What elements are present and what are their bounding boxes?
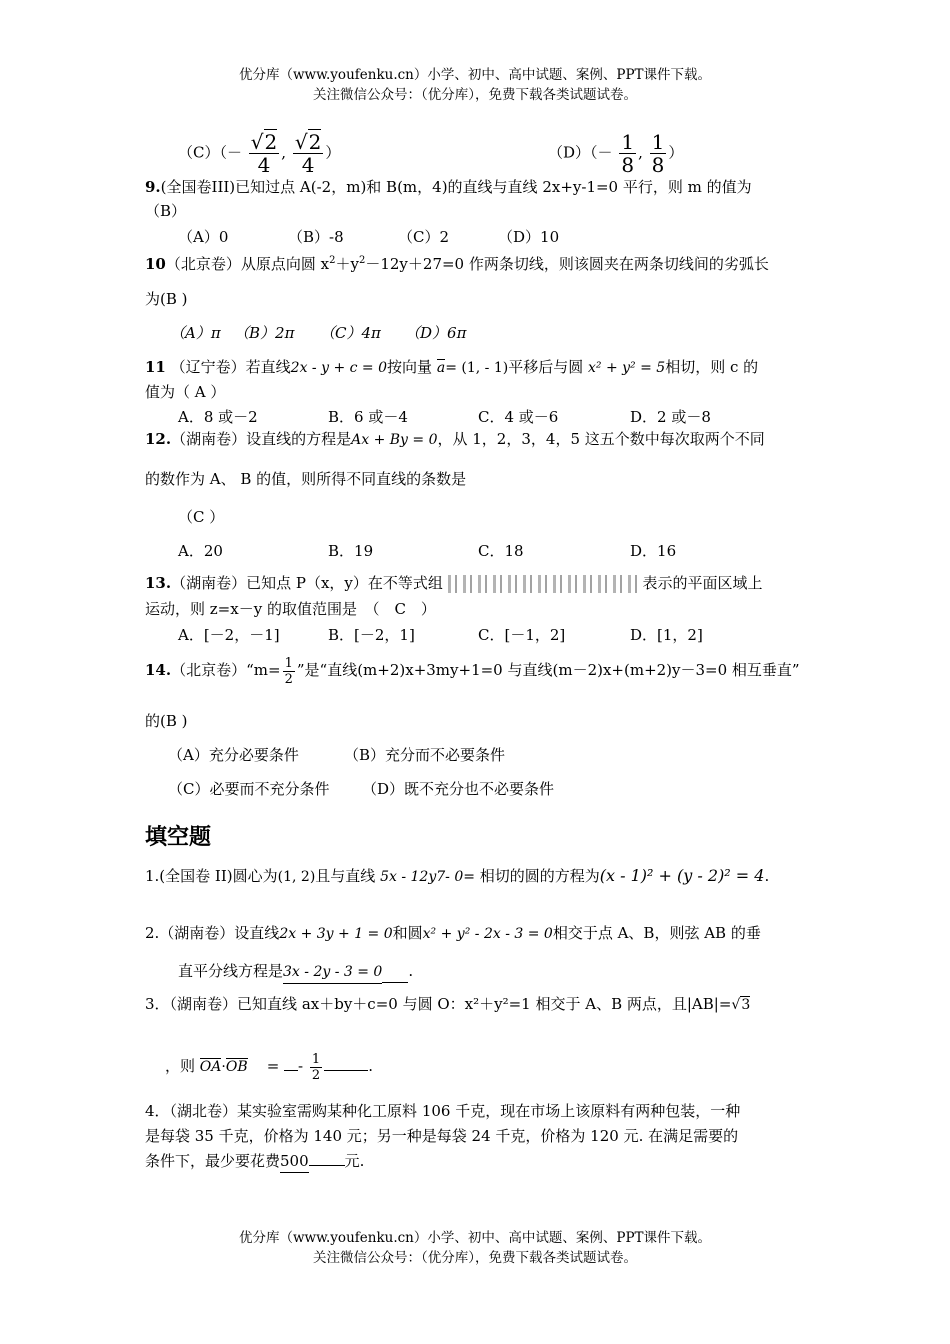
q8-d-open: （－: [590, 143, 613, 162]
q11-text-c: 平移后与圆: [508, 358, 584, 376]
q14-text-a: （北京卷）“m=: [171, 661, 281, 679]
q10-number: 10: [145, 255, 166, 273]
q14-option-c: （C）必要而不充分条件: [168, 780, 330, 798]
f1-text-b: 且与直线: [315, 867, 376, 885]
f2-text-b: 和圆: [392, 924, 423, 942]
f1-text-c: 相切的圆的方程为: [479, 867, 600, 885]
q12-option-c: C．18: [478, 542, 524, 560]
q11-text-d: 相切，则 c 的: [665, 358, 759, 376]
fill-4-line1: 4．（湖北卷）某实验室需购某种化工原料 106 千克，现在市场上该原料有两种包装，一种: [145, 1102, 741, 1120]
f1-text-a: 1.(全国卷 II)圆心为: [145, 867, 278, 885]
q14-fraction: [283, 657, 295, 686]
q13-option-b: B．[－2，1]: [328, 626, 415, 644]
f3-equals: =: [266, 1057, 280, 1075]
q9-option-b: （B）-8: [288, 228, 344, 246]
q8-d-frac2-den: 8: [651, 153, 665, 177]
q9-answer: （B）: [145, 202, 187, 220]
q8-c-frac2-den: 4: [301, 153, 315, 177]
q8-c-frac1: $\frac{√2}{4}$: [250, 130, 278, 177]
f2-blank: [382, 960, 408, 983]
q10-text-b: ＋y: [335, 255, 359, 273]
f3-text: 3．（湖南卷）已知直线 ax＋by＋c=0 与圆 O：x²＋y²=1 相交于 A、B 两点，且|AB|=: [145, 995, 732, 1013]
f3-sqrt: 3: [741, 997, 751, 1013]
q14-option-d: （D）既不充分也不必要条件: [362, 780, 555, 798]
f1-answer: (x - 1)² + (y - 2)² = 4: [599, 866, 765, 885]
q14-option-a: （A）充分必要条件: [168, 746, 299, 764]
f2-answer: 3x - 2y - 3 = 0: [283, 961, 382, 984]
q12-option-a: A．20: [178, 542, 223, 560]
q9-stem: [145, 176, 752, 198]
fill-3-line2: [165, 1044, 373, 1089]
footer-line-1: 优分库（www.youfenku.cn）小学、初中、高中试题、案例、PPT课件下载。: [238, 1230, 712, 1246]
q13-stem: [145, 572, 762, 594]
q8-c-frac1-num: 2: [264, 130, 278, 154]
q11-circle-eq: x² + y² = 5: [587, 360, 666, 376]
f2-text-a: 2.（湖南卷）设直线: [145, 924, 280, 942]
f2-line2-text: 直平分线方程是: [178, 962, 284, 980]
q9-text: (全国卷III)已知过点 A(-2，m)和 B(m，4)的直线与直线 2x+y-1=0 平行，则 m 的值为: [160, 178, 752, 196]
q10-option-a: （A）π: [170, 324, 221, 342]
q11-text-b: 按向量: [387, 358, 433, 376]
header-line-2: 关注微信公众号：（优分库），免费下载各类试题试卷。: [313, 87, 637, 103]
q9-option-c: （C）2: [398, 228, 450, 246]
f2-circle-eq: x² + y² - 2x - 3 = 0: [422, 926, 553, 942]
fill-3: 3．（湖南卷）已知直线 ax＋by＋c=0 与圆 O：x²＋y²=1 相交于 A、B 两点，且|AB|=√3: [145, 995, 751, 1013]
f3-end: .: [368, 1057, 373, 1075]
f2-text-c: 相交于点 A、B，则弦 AB 的垂: [552, 924, 761, 942]
q14-frac-den: 2: [284, 671, 293, 687]
q12-answer: （C ）: [178, 508, 225, 526]
q14-number: 14.: [145, 661, 172, 679]
q10-sup-1: 2: [329, 255, 336, 266]
section-title: 填空题: [145, 825, 212, 850]
q8-c-close: ）: [325, 143, 341, 162]
q8-c-comma: ,: [281, 143, 287, 162]
f4-answer: 500: [280, 1150, 309, 1173]
f3-fraction: [310, 1053, 322, 1082]
q13-option-c: C．[－1，2]: [478, 626, 566, 644]
f3-line2-text: ，则: [165, 1057, 196, 1075]
q10-stem: [145, 250, 769, 275]
f4-line3-text: 条件下，最少要花费: [145, 1152, 281, 1170]
f3-frac-den: 2: [311, 1067, 321, 1083]
q11-vector: a: [436, 360, 446, 376]
q9-option-d: （D）10: [498, 228, 560, 246]
f3-blank-1: [284, 1070, 298, 1071]
q8-d-close: ）: [668, 143, 684, 162]
q10-sup-2: 2: [358, 255, 366, 266]
q14-text-b: ”是“直线(m+2)x+3my+1=0 与直线(m－2)x+(m+2)y－3=0 相互垂直”: [296, 661, 800, 679]
q11-text-a: （辽宁卷）若直线: [170, 358, 291, 376]
q13-line2: 运动，则 z=x－y 的取值范围是 （ C ）: [145, 600, 436, 618]
q14-frac-num: 1: [284, 655, 293, 671]
q12-option-b: B．19: [328, 542, 374, 560]
q11-answer: 值为（ A ）: [145, 383, 226, 401]
q8-d-frac2: [650, 132, 667, 175]
f3-dot: ·: [221, 1059, 226, 1075]
q8-d-frac1-den: 8: [621, 153, 635, 177]
q12-stem: [145, 428, 765, 451]
q8-option-c: [178, 132, 340, 175]
q8-c-open: （－: [219, 143, 242, 162]
f1-center: (1, 2): [277, 869, 316, 885]
q11-option-c: C．4 或－6: [478, 408, 559, 426]
q11-number: 11: [145, 358, 166, 376]
header-line-1: 优分库（www.youfenku.cn）小学、初中、高中试题、案例、PPT课件下载。: [238, 67, 712, 83]
fill-2: [145, 922, 761, 945]
q10-option-b: （B）2π: [234, 324, 295, 342]
f2-line-eq: 2x + 3y + 1 = 0: [279, 926, 393, 942]
q11-vector-value: = (1, - 1): [445, 360, 509, 376]
q11-stem: [145, 356, 758, 379]
q13-number: 13.: [145, 574, 172, 592]
q8-d-frac2-num: 1: [651, 130, 665, 154]
q8-c-frac1-den: 4: [257, 153, 271, 177]
q8-c-label: （C）: [178, 143, 220, 162]
q10-text-a: （北京卷）从原点向圆 x: [165, 255, 330, 273]
fill-1: [145, 865, 769, 888]
q12-text-b: ，从 1，2，3，4，5 这五个数中每次取两个不同: [437, 430, 765, 448]
q11-option-d: D．2 或－8: [630, 408, 711, 426]
q12-line2: 的数作为 A、 B 的值，则所得不同直线的条数是: [145, 470, 467, 488]
f3-blank-2: [324, 1070, 368, 1071]
fill-2-line2: [178, 960, 413, 984]
q12-eq: Ax + By = 0: [351, 432, 438, 448]
q14-stem: [145, 650, 800, 690]
q12-text-a: （湖南卷）设直线的方程是: [171, 430, 352, 448]
q13-option-a: A．[－2，－1]: [178, 626, 280, 644]
f3-vector-ob: OB: [225, 1059, 248, 1075]
q12-option-d: D．16: [630, 542, 677, 560]
q12-number: 12.: [145, 430, 172, 448]
q9-number: 9.: [145, 178, 161, 196]
f3-frac-num: 1: [311, 1051, 321, 1067]
q8-d-frac1-num: 1: [621, 130, 635, 154]
footer-line-2: 关注微信公众号：（优分库），免费下载各类试题试卷。: [313, 1250, 637, 1266]
q11-option-b: B．6 或－4: [328, 408, 408, 426]
inequality-system-image: [448, 575, 638, 593]
f1-line-eq: 5x - 12y7- 0=: [380, 869, 475, 885]
q8-option-d: [548, 132, 683, 175]
fill-4-line3: [145, 1150, 364, 1173]
q11-line-eq: 2x - y + c = 0: [290, 360, 388, 376]
f3-vector-oa: OA: [199, 1059, 222, 1075]
q9-option-a: （A）0: [178, 228, 229, 246]
q8-d-frac1: [619, 132, 636, 175]
q14-option-b: （B）充分而不必要条件: [344, 746, 506, 764]
q13-text-b: 表示的平面区域上: [642, 574, 763, 592]
f2-end: .: [408, 962, 414, 980]
f4-blank: [309, 1165, 345, 1166]
q13-option-d: D．[1，2]: [630, 626, 703, 644]
q8-d-comma: ,: [638, 143, 643, 162]
q8-c-frac2-num: 2: [308, 130, 322, 154]
f4-line3-end: 元.: [344, 1152, 365, 1170]
f1-end: .: [764, 867, 770, 885]
q10-text-c: －12y＋27=0 作两条切线，则该圆夹在两条切线间的劣弧长: [365, 255, 769, 273]
f3-minus: -: [298, 1057, 304, 1075]
q11-option-a: A．8 或－2: [178, 408, 258, 426]
q8-c-frac2: $\frac{√2}{4}$: [294, 130, 322, 177]
q8-d-label: （D）: [548, 143, 591, 162]
q10-option-d: （D）6π: [405, 324, 467, 342]
q14-answer: 的(B ): [145, 712, 188, 730]
fill-4-line2: 是每袋 35 千克，价格为 140 元；另一种是每袋 24 千克，价格为 120 元. 在满足需要的: [145, 1127, 739, 1145]
q10-option-c: （C）4π: [320, 324, 381, 342]
q13-text-a: （湖南卷）已知点 P（x，y）在不等式组: [171, 574, 443, 592]
q10-answer: 为(B ): [145, 290, 188, 308]
